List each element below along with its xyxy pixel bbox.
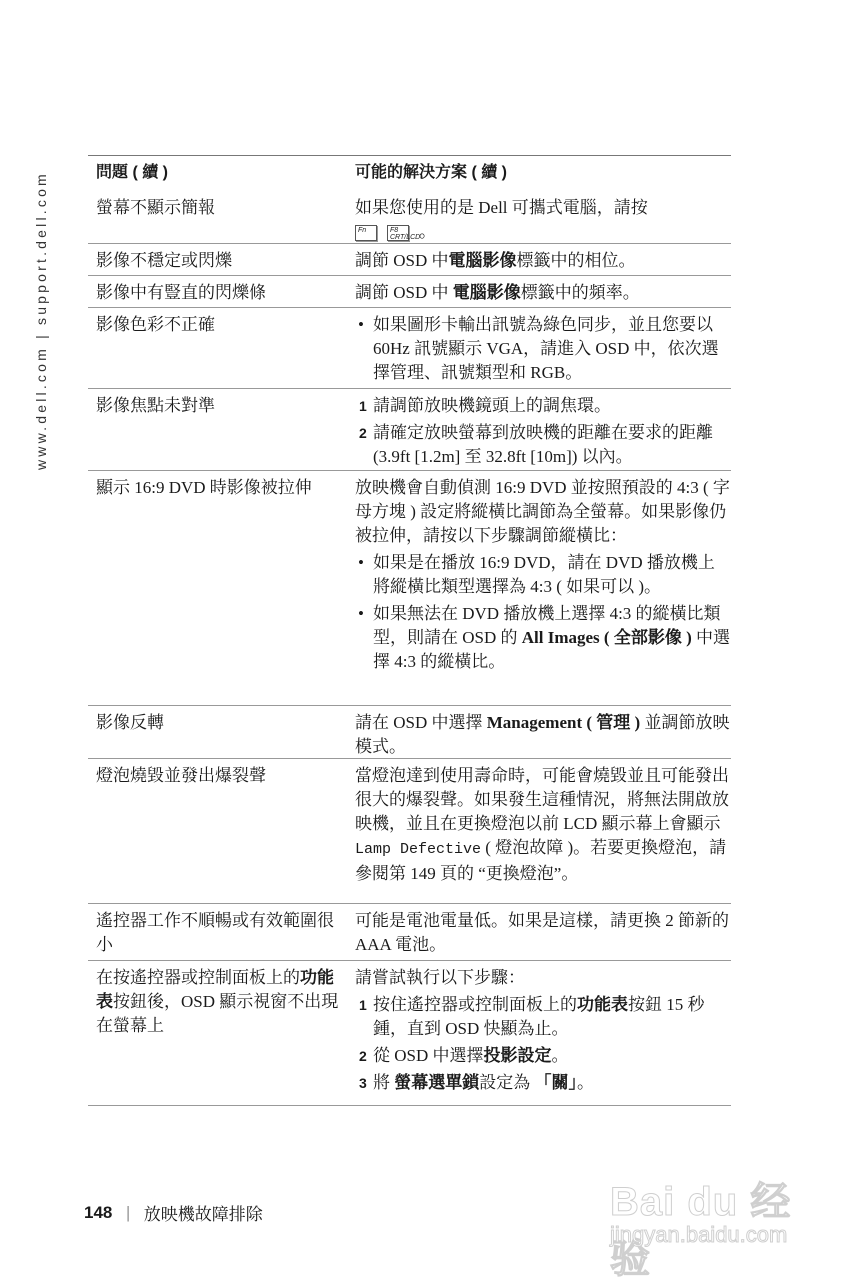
text-run: 燈泡燒毀並發出爆裂聲 [96,766,266,785]
text-run: 顯示 16:9 DVD 時影像被拉伸 [96,478,312,497]
watermark-logo: Bai du 经验 [610,1180,792,1281]
bullet-item [355,551,731,599]
problem-cell [96,249,346,273]
step-number: 1 [359,997,367,1013]
paragraph [355,249,731,273]
text-run: 如果您使用的是 Dell 可攜式電腦，請按 [355,198,648,217]
table-row [88,904,731,961]
text-run: 設定為 [479,1073,535,1092]
text-run: 並調節放映模式。 [355,713,730,756]
table-row [88,706,731,759]
text-run: 影像反轉 [96,713,164,732]
header-solution: 可能的解決方案 ( 續 ) [355,164,507,181]
text-run: 請在 OSD 中選擇 [355,713,487,732]
text-run: 。 [577,1073,594,1092]
solution-cell [355,476,731,677]
bold-text: 功能表 [577,995,628,1014]
problem-cell [96,764,346,788]
paragraph [355,764,731,886]
baidu-watermark [600,1150,830,1281]
text-run: 影像焦點未對準 [96,396,215,415]
solution-cell [355,394,731,472]
step-item [355,394,731,418]
bold-text: 功能表 [96,968,334,1011]
text-run: 中選擇 4:3 的縱橫比。 [373,628,730,671]
text-run: 可能是電池電量低。如果是這樣，請更換 2 節新的 AAA 電池。 [355,911,729,954]
text-run: 請嘗試執行以下步驟： [355,968,525,987]
text-run: 按住遙控器或控制面板上的 [373,995,577,1014]
watermark-url: jingyan.baidu.com [610,1222,788,1247]
problem-cell [96,711,346,735]
solution-cell [355,313,731,388]
table-row [88,191,731,244]
solution-cell [355,249,731,276]
text-run: ( 燈泡故障 )。若要更換燈泡，請參閱第 149 頁的 “更換燈泡”。 [355,838,727,883]
table-row [88,389,731,471]
text-run: 影像色彩不正確 [96,315,215,334]
f8-crt-lcd-key-icon: F8 CRT/LCD [387,225,409,241]
text-run: 請調節放映機鏡頭上的調焦環。 [373,396,611,415]
text-run: 調節 OSD 中 [355,251,449,270]
paragraph [355,711,731,759]
table-row [88,759,731,904]
paragraph [355,966,731,990]
solution-cell [355,966,731,1098]
problem-cell [96,909,346,957]
problem-cell [96,476,346,500]
page-footer [84,1200,263,1225]
header-problem: 問題 ( 續 ) [96,164,168,181]
text-run: 調節 OSD 中 [355,283,453,302]
problem-cell [96,394,346,418]
paragraph [355,281,731,305]
step-item [355,1044,731,1068]
fn-key-icon: Fn [355,225,377,241]
problem-cell [96,196,346,220]
text-run: 按鈕後，OSD 顯示視窗不出現在螢幕上 [96,992,339,1035]
table-row [88,471,731,706]
text-run: 影像中有豎直的閃爍條 [96,283,266,302]
bullet-item [355,602,731,674]
step-item [355,421,731,469]
step-item [355,1071,731,1095]
step-number: 2 [359,425,367,441]
bold-text: 螢幕選單鎖 [394,1073,480,1092]
text-run: 在按遙控器或控制面板上的 [96,968,300,987]
paragraph [355,476,731,548]
text-run: 標籤中的相位。 [516,251,636,270]
table-header [88,156,731,191]
text-run: 按鈕 15 秒鍾，直到 OSD 快顯為止。 [373,995,705,1038]
step-number: 1 [359,398,367,414]
solution-cell [355,909,731,960]
problem-cell [96,281,346,305]
side-url-text: www.dell.com | support.dell.com [33,171,49,470]
table-row [88,308,731,389]
bold-text: 「關」 [534,1073,577,1092]
solution-cell [355,196,731,247]
paragraph [355,909,731,957]
table-row [88,244,731,276]
table-row [88,276,731,308]
text-run: 遙控器工作不順暢或有效範圍很小 [96,911,334,954]
text-run: 影像不穩定或閃爍 [96,251,232,270]
text-run: 從 OSD 中選擇 [373,1046,484,1065]
text-run: 如果圖形卡輸出訊號為綠色同步，並且您要以 60Hz 訊號顯示 VGA，請進入 OSD 中，依次選擇管理、訊號類型和 RGB。 [373,315,719,382]
bold-text: Management ( 管理 ) [486,713,641,732]
bold-text: 電腦影像 [448,251,517,270]
text-run: 。 [419,222,436,241]
text-run: 螢幕不顯示簡報 [96,198,215,217]
solution-cell [355,711,731,762]
troubleshooting-table [88,155,731,1092]
table-row [88,961,731,1106]
solution-cell [355,281,731,308]
step-number: 3 [359,1075,367,1091]
bold-text: All Images ( 全部影像 ) [521,628,692,647]
solution-cell [355,764,731,889]
problem-cell [96,313,346,337]
footer-separator: | [126,1202,130,1222]
text-run: 如果無法在 DVD 播放機上選擇 4:3 的縱橫比類型，則請在 OSD 的 [373,604,721,647]
bullet-item [355,313,731,385]
code-text: Lamp Defective [355,841,482,858]
text-run: 將 [373,1073,395,1092]
text-run: 放映機會自動偵測 16:9 DVD 並按照預設的 4:3 ( 字母方塊 ) 設定將縱橫比調節為全螢幕。如果影像仍被拉伸，請按以下步驟調節縱橫比： [355,478,730,545]
step-item [355,993,731,1041]
section-title: 放映機故障排除 [143,1205,263,1224]
text-run: 如果是在播放 16:9 DVD，請在 DVD 播放機上將縱橫比類型選擇為 4:3 ( 如果可以 )。 [373,553,715,596]
text-run: 當燈泡達到使用壽命時，可能會燒毀並且可能發出很大的爆裂聲。如果發生這種情況，將無法開啟放映機，並且在更換燈泡以前 LCD 顯示幕上會顯示 [355,766,729,833]
text-run: 標籤中的頻率。 [520,283,640,302]
page-number: 148 [84,1202,113,1222]
problem-cell [96,966,346,1038]
bold-text: 電腦影像 [452,283,521,302]
bold-text: 投影設定 [483,1046,552,1065]
step-number: 2 [359,1048,367,1064]
paragraph [355,196,731,244]
text-run: 。 [551,1046,569,1065]
text-run: 請確定放映螢幕到放映機的距離在要求的距離 (3.9ft [1.2m] 至 32.8ft [10m]) 以內。 [373,423,713,466]
